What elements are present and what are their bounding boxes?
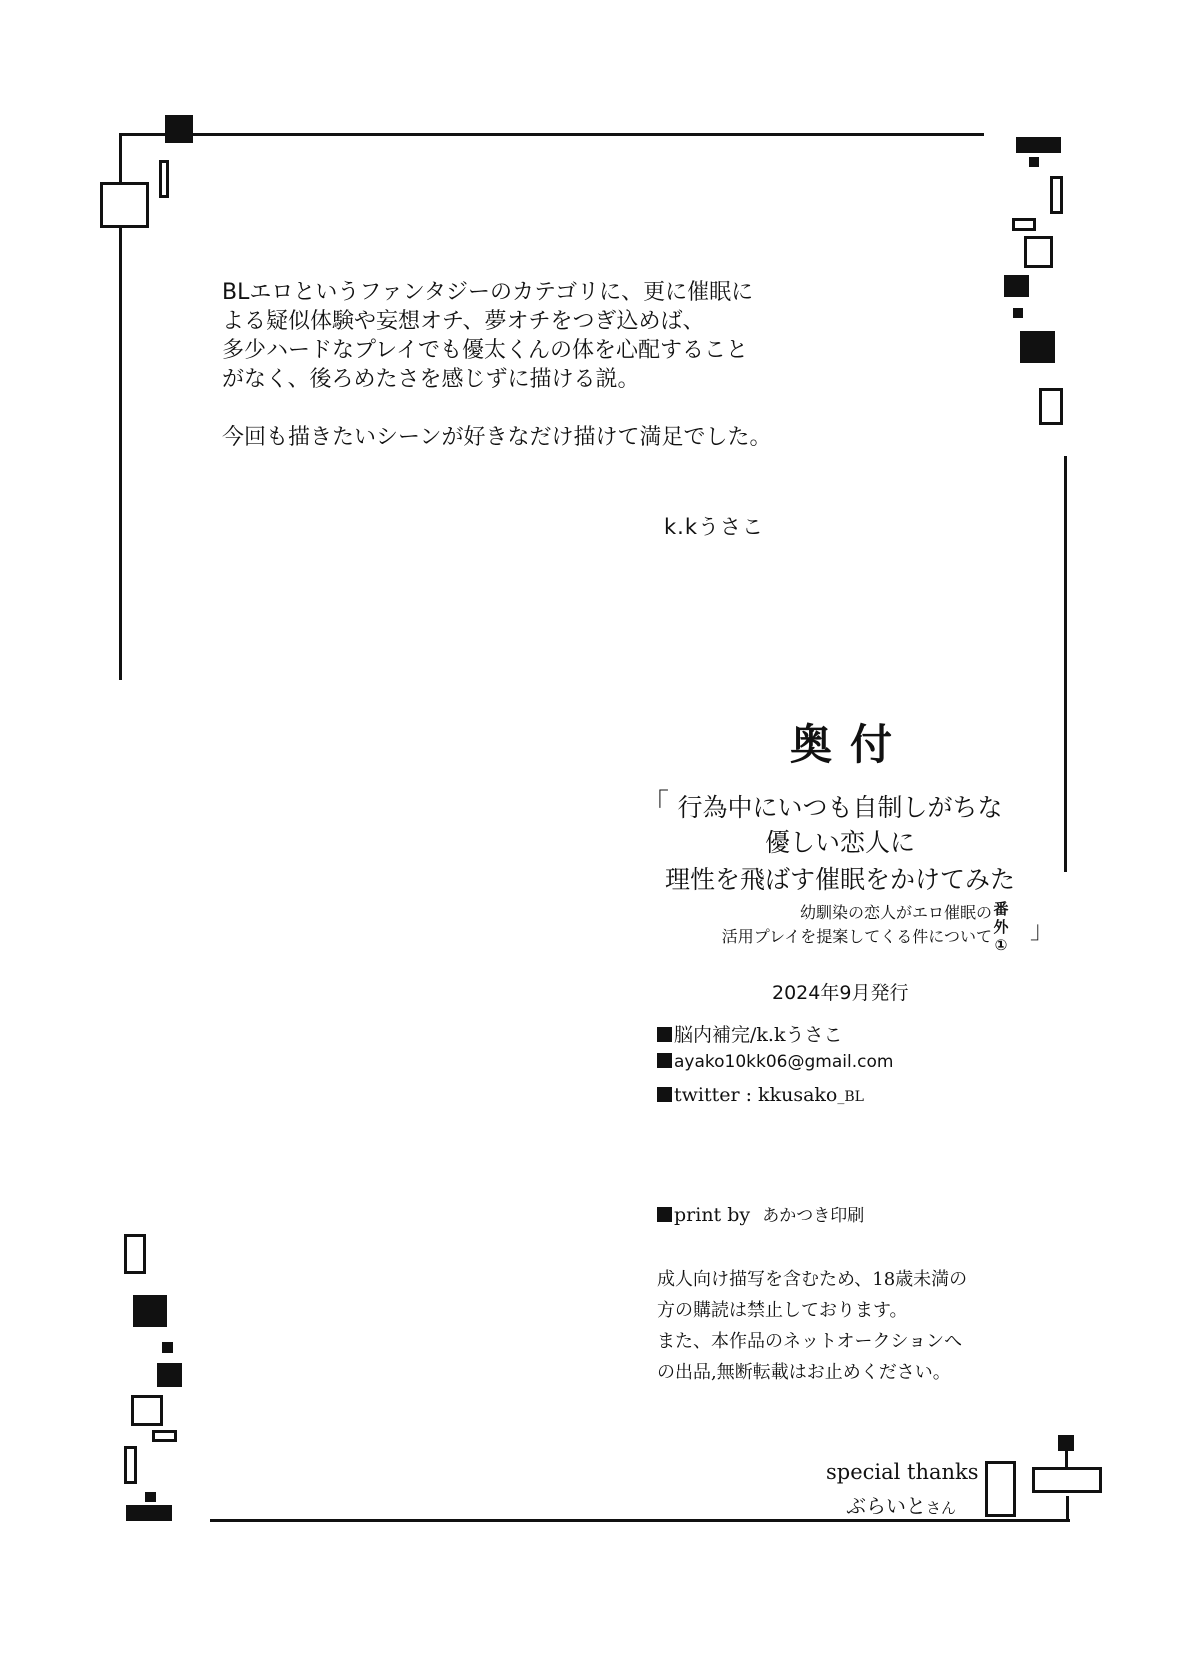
printer-info (657, 1201, 864, 1226)
afterword-line: よる疑似体験や妄想オチ、夢オチをつぎ込めば、 (222, 309, 705, 334)
book-title-line: 行為中にいつも自制しがちな (677, 793, 1003, 822)
special-thanks-label: special thanks (826, 1460, 979, 1484)
title-bracket-open: 「 (641, 787, 670, 820)
colophon-heading: 奥付 (790, 720, 911, 769)
title-bracket-close: 」 (1030, 916, 1054, 944)
thanks-name-text: ぶらいと (846, 1494, 926, 1518)
square-bullet-icon (657, 1027, 672, 1042)
deco-square (1032, 1467, 1102, 1493)
square-bullet-icon (657, 1207, 672, 1222)
deco-square (100, 182, 149, 228)
contact-email (657, 1052, 893, 1072)
deco-square (145, 1492, 156, 1502)
publish-date: 2024年9月発行 (772, 982, 909, 1004)
thanks-honorific: さん (926, 1499, 957, 1517)
deco-square (1039, 388, 1063, 425)
deco-square (152, 1430, 177, 1442)
notice-line: また、本作品のネットオークションへ (657, 1331, 963, 1352)
deco-square (1024, 236, 1053, 268)
special-thanks-name (846, 1490, 956, 1519)
twitter-handle (657, 1084, 864, 1106)
frame-top-line (121, 133, 984, 136)
deco-square (157, 1363, 182, 1387)
book-subtitle-line: 幼馴染の恋人がエロ催眠の (799, 903, 992, 922)
frame-right-line-lower (1066, 1496, 1069, 1522)
notice-line: 方の購読は禁止しております。 (657, 1300, 908, 1321)
book-title-line: 優しい恋人に (764, 828, 915, 857)
frame-right-line (1064, 456, 1067, 872)
book-title-line: 理性を飛ばす催眠をかけてみた (664, 865, 1015, 894)
deco-square (162, 1342, 173, 1353)
deco-square (1058, 1435, 1074, 1451)
deco-square (133, 1295, 167, 1327)
deco-square (1020, 331, 1055, 363)
paragraph-gap (222, 394, 772, 423)
afterword-line: BLエロというファンタジーのカテゴリに、更に催眠に (222, 280, 754, 305)
circle-name (657, 1020, 842, 1047)
twitter-text: twitter : kkusako (674, 1084, 838, 1106)
book-subtitle-line: 活用プレイを提案してくる件について (721, 927, 992, 946)
circle-name-text: 脳内補完/k.kうさこ (674, 1024, 843, 1046)
twitter-suffix: _BL (837, 1089, 864, 1105)
afterword-line: 今回も描きたいシーンが好きなだけ描けて満足でした。 (222, 425, 772, 450)
notice-line: 成人向け描写を含むため、18歳未満の (657, 1269, 968, 1290)
afterword-line: がなく、後ろめたさを感じずに描ける説。 (222, 367, 640, 392)
age-restriction-notice (657, 1264, 967, 1388)
deco-square (1013, 308, 1023, 318)
deco-square (124, 1446, 137, 1484)
deco-square (131, 1395, 163, 1426)
deco-square (1004, 275, 1029, 297)
printer-name: あかつき印刷 (762, 1206, 865, 1226)
author-signature: k.kうさこ (664, 515, 764, 539)
deco-square (1029, 157, 1039, 167)
deco-square (165, 115, 193, 143)
frame-bottom-line (210, 1519, 1070, 1522)
deco-square (1012, 218, 1036, 231)
deco-square (1016, 137, 1061, 153)
square-bullet-icon (657, 1087, 672, 1102)
print-by-text: print by (674, 1204, 751, 1226)
deco-square (124, 1234, 146, 1274)
square-bullet-icon (657, 1053, 672, 1068)
afterword-line: 多少ハードなプレイでも優太くんの体を心配すること (222, 338, 749, 363)
deco-square (159, 160, 169, 198)
notice-line: の出品,無断転載はお止めください。 (657, 1362, 951, 1383)
deco-square (126, 1505, 172, 1521)
email-text: ayako10kk06@gmail.com (674, 1052, 894, 1072)
deco-square (1050, 176, 1063, 214)
extra-edition-mark: 番外① (993, 900, 1009, 954)
afterword-text (222, 278, 772, 452)
deco-square (985, 1461, 1016, 1517)
